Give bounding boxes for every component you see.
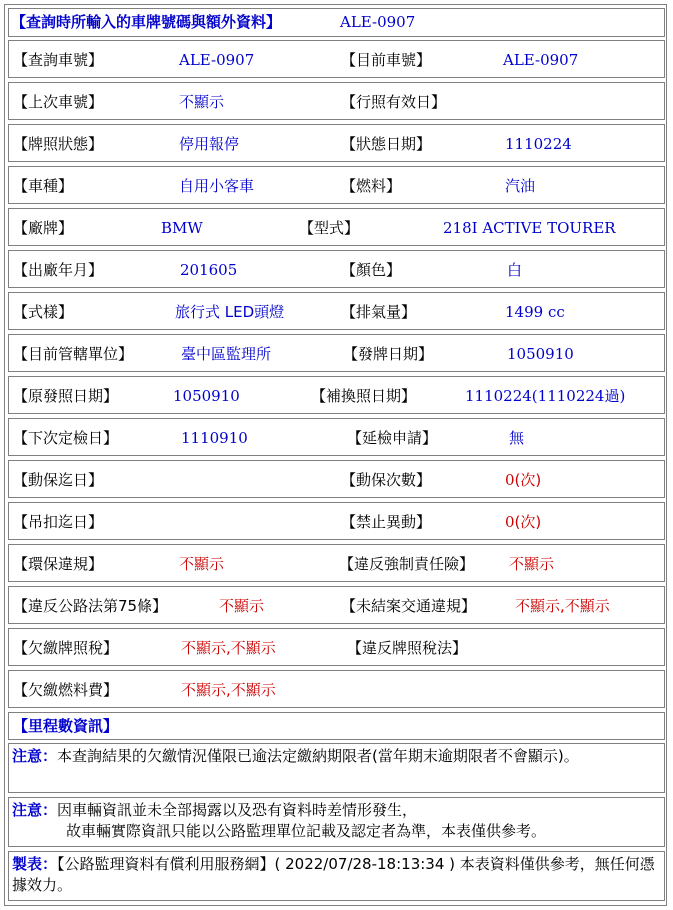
note1-label: 注意：	[12, 747, 58, 765]
vehicle-type-label: 【車種】	[13, 177, 74, 195]
color-label: 【顏色】	[341, 261, 402, 279]
row-plates	[8, 40, 665, 78]
extension-value: 無	[509, 429, 525, 447]
report-footer	[8, 851, 665, 901]
env-label: 【環保違規】	[13, 555, 104, 573]
note2-line2: 故車輛實際資訊只能以公路監理單位記載及認定者為準，本表僅供參考。	[66, 822, 547, 840]
current-plate-label: 【目前車號】	[341, 51, 432, 69]
footer-text: 【公路監理資料有償利用服務網】( 2022/07/28-18:13:34 ) 本表資料僅供參考，無任何憑據效力。	[12, 855, 655, 894]
prev-plate-label: 【上次車號】	[13, 93, 104, 111]
note2-label: 注意：	[12, 801, 58, 819]
note-disclaimer	[8, 797, 665, 847]
ban-label: 【禁止異動】	[341, 513, 432, 531]
fuel-label: 【燃料】	[341, 177, 402, 195]
status-date-value: 1110224	[505, 135, 572, 153]
env-value: 不顯示	[179, 555, 225, 573]
next-inspect-value: 1110910	[181, 429, 248, 447]
style-value: 旅行式 LED頭燈	[175, 303, 285, 321]
row-type	[8, 166, 665, 204]
extension-label: 【延檢申請】	[347, 429, 438, 447]
next-inspect-label: 【下次定檢日】	[13, 429, 119, 447]
style-label: 【式樣】	[13, 303, 74, 321]
row-prev-plate	[8, 82, 665, 120]
row-office	[8, 334, 665, 372]
ban-count-value: 0(次)	[505, 513, 542, 531]
license-valid-label: 【行照有效日】	[341, 93, 447, 111]
row-pledge	[8, 460, 665, 498]
tax-law-label: 【違反牌照稅法】	[347, 639, 468, 657]
issue-date-label: 【發牌日期】	[343, 345, 434, 363]
art75-value: 不顯示	[219, 597, 265, 615]
office-value: 臺中區監理所	[181, 345, 272, 363]
model-value: 218I ACTIVE TOURER	[443, 219, 616, 237]
query-plate-value: ALE-0907	[179, 51, 255, 69]
row-style	[8, 292, 665, 330]
orig-license-label: 【原發照日期】	[13, 387, 119, 405]
status-date-label: 【狀態日期】	[341, 135, 432, 153]
pledge-count-label: 【動保次數】	[341, 471, 432, 489]
mfg-date-label: 【出廠年月】	[13, 261, 104, 279]
insurance-label: 【違反強制責任險】	[339, 555, 475, 573]
report-header	[8, 8, 665, 37]
reissue-value: 1110224(1110224過)	[465, 387, 626, 405]
row-env	[8, 544, 665, 582]
query-plate-label: 【查詢車號】	[13, 51, 104, 69]
art75-label: 【違反公路法第75條】	[13, 597, 168, 615]
vehicle-type-value: 自用小客車	[179, 177, 255, 195]
reissue-label: 【補換照日期】	[311, 387, 417, 405]
footer-label: 製表：	[12, 855, 58, 873]
brand-value: BMW	[161, 219, 203, 237]
tax-owed-label: 【欠繳牌照稅】	[13, 639, 119, 657]
displacement-value: 1499 cc	[505, 303, 565, 321]
row-inspect	[8, 418, 665, 456]
row-tax	[8, 628, 665, 666]
model-label: 【型式】	[299, 219, 360, 237]
current-plate-value: ALE-0907	[503, 51, 579, 69]
row-mfg	[8, 250, 665, 288]
pledge-until-label: 【動保迄日】	[13, 471, 104, 489]
row-license	[8, 376, 665, 414]
traffic-label: 【未結案交通違規】	[341, 597, 477, 615]
row-fuel-fee	[8, 670, 665, 708]
fuel-fee-value: 不顯示,不顯示	[181, 681, 276, 699]
row-revoke	[8, 502, 665, 540]
tax-owed-value: 不顯示,不顯示	[181, 639, 276, 657]
prev-plate-value: 不顯示	[179, 93, 225, 111]
brand-label: 【廠牌】	[13, 219, 74, 237]
plate-status-value: 停用報停	[179, 135, 240, 153]
insurance-value: 不顯示	[509, 555, 555, 573]
displacement-label: 【排氣量】	[341, 303, 417, 321]
row-law	[8, 586, 665, 624]
revoke-until-label: 【吊扣迄日】	[13, 513, 104, 531]
row-brand	[8, 208, 665, 246]
note-overdue	[8, 743, 665, 793]
plate-status-label: 【牌照狀態】	[13, 135, 104, 153]
color-value: 白	[507, 261, 523, 279]
row-status	[8, 124, 665, 162]
pledge-count-value: 0(次)	[505, 471, 542, 489]
mileage-header	[8, 712, 665, 740]
traffic-value: 不顯示,不顯示	[515, 597, 610, 615]
fuel-fee-label: 【欠繳燃料費】	[13, 681, 119, 699]
orig-license-value: 1050910	[173, 387, 240, 405]
report-plate: ALE-0907	[340, 13, 416, 31]
note1-text: 本查詢結果的欠繳情況僅限已逾法定繳納期限者(當年期末逾期限者不會顯示)。	[57, 747, 579, 765]
report-title: 【查詢時所輸入的車牌號碼與額外資料】	[11, 13, 282, 31]
issue-date-value: 1050910	[507, 345, 574, 363]
office-label: 【目前管轄單位】	[13, 345, 134, 363]
note2-line1: 因車輛資訊並未全部揭露以及恐有資料時差情形發生，	[57, 801, 418, 819]
fuel-value: 汽油	[505, 177, 536, 195]
mfg-date-value: 201605	[180, 261, 238, 279]
mileage-title: 【里程數資訊】	[13, 717, 119, 735]
